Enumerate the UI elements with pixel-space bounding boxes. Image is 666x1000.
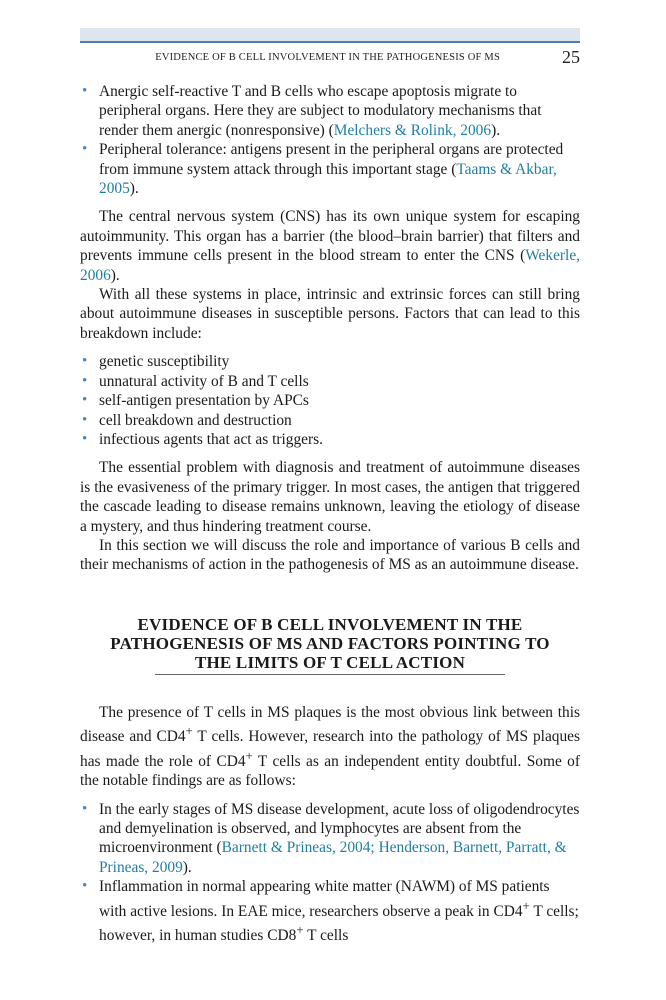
list-item <box>80 800 580 878</box>
paragraph-text: The central nervous system (CNS) has its own unique system for escaping autoimmunity. This organ has a barrier (the blood–brain barrier) that filters and prevents immune cells present in the blood stream to enter the CNS ( <box>80 208 580 265</box>
list-item <box>80 352 580 371</box>
page-body <box>80 82 580 946</box>
superscript: + <box>296 923 304 938</box>
header-band <box>80 28 580 41</box>
text-segment: T cells <box>303 927 349 945</box>
list-item <box>80 372 580 391</box>
list-item-text: infectious agents that act as triggers. <box>99 430 323 448</box>
bullet-icon: • <box>82 878 88 895</box>
list-item-text: cell breakdown and destruction <box>99 411 292 429</box>
page-number: 25 <box>562 47 580 67</box>
list-item <box>80 82 580 140</box>
paragraph-t-cells <box>80 703 580 791</box>
bullet-list-tolerance <box>80 82 580 198</box>
list-item <box>80 430 580 449</box>
list-item-tail: ). <box>491 121 501 139</box>
heading-underline <box>155 674 505 675</box>
citation-link[interactable]: Barnett & Prineas, 2004; <box>221 839 375 857</box>
section-heading: EVIDENCE OF B CELL INVOLVEMENT IN THE PATHOGENESIS OF MS AND FACTORS POINTING TO THE LIMITS OF T CELL ACTION <box>110 614 550 672</box>
bullet-icon: • <box>82 141 88 158</box>
list-item-text: genetic susceptibility <box>99 353 230 371</box>
list-item-tail: ). <box>129 180 139 198</box>
text-segment: T cells; however, in human studies CD8 <box>99 902 579 945</box>
paragraph-tail: ). <box>110 266 120 284</box>
citation-link[interactable]: Henderson, Barnett, Parratt, & Prineas, 2009 <box>99 839 567 876</box>
text-segment: T cells as an independent entity doubtful. Some of the notable findings are as follows: <box>80 752 581 790</box>
list-item-tail: ). <box>182 858 192 876</box>
bullet-icon: • <box>82 372 88 389</box>
list-item <box>80 140 580 198</box>
list-item-text: unnatural activity of B and T cells <box>99 372 309 390</box>
bullet-icon: • <box>82 83 88 99</box>
running-head-title: EVIDENCE OF B CELL INVOLVEMENT IN THE PATHOGENESIS OF MS <box>155 52 500 63</box>
superscript: + <box>245 748 253 763</box>
superscript: + <box>185 724 193 739</box>
citation-link[interactable]: Taams & Akbar, 2005 <box>99 160 557 198</box>
paragraph-diagnosis: The essential problem with diagnosis and treatment of autoimmune diseases is the evasiveness of the primary trigger. In most cases, the antigen that triggered the cascade leading to disease remains unknown, leaving the etiology of disease a mystery, and thus hindering treatment course. <box>80 459 580 535</box>
list-item-text: Peripheral tolerance: antigens present in the peripheral organs are protected from immune system attack through this important stage ( <box>99 141 564 178</box>
paragraph-section-intro: In this section we will discuss the role and importance of various B cells and their mechanisms of action in the pathogenesis of MS as an autoimmune disease. <box>80 536 580 574</box>
list-item-text: self-antigen presentation by APCs <box>99 392 309 410</box>
list-item <box>80 391 580 410</box>
text-segment: T cells. However, research into the pathology of MS plaques has made the role of CD4 <box>80 728 580 770</box>
bullet-list-findings <box>80 800 580 946</box>
citation-link[interactable]: Melchers & Rolink, 2006 <box>333 121 492 139</box>
text-segment: Inflammation in normal appearing white matter (NAWM) of MS patients with active lesions. In EAE mice, researchers observe a peak in CD4 <box>99 878 550 920</box>
list-item-text: In the early stages of MS disease development, acute loss of oligodendrocytes and demyelination is observed, and lymphocytes are absent from the microenvironment ( <box>99 800 580 857</box>
bullet-icon: • <box>82 392 88 409</box>
paragraph-cns <box>80 207 580 285</box>
citation-link[interactable]: Wekerle, 2006 <box>80 247 580 284</box>
bullet-icon: • <box>82 411 88 428</box>
header-rule <box>80 41 580 43</box>
list-item <box>80 411 580 430</box>
running-head <box>80 47 580 73</box>
bullet-icon: • <box>82 353 88 370</box>
text-segment: The presence of T cells in MS plaques is the most obvious link between this disease and CD4 <box>80 703 580 746</box>
list-item <box>80 877 580 945</box>
bullet-icon: • <box>82 800 88 817</box>
paragraph-factors-intro: With all these systems in place, intrinsic and extrinsic forces can still bring about autoimmune diseases in susceptible persons. Factors that can lead to this breakdown include: <box>80 286 580 342</box>
bullet-icon: • <box>82 430 88 447</box>
superscript: + <box>522 898 530 913</box>
bullet-list-factors <box>80 352 580 449</box>
list-item-text: Anergic self-reactive T and B cells who escape apoptosis migrate to peripheral organs. Here they are subject to modulatory mechanisms that render them anergic (nonresponsive) ( <box>99 83 542 139</box>
